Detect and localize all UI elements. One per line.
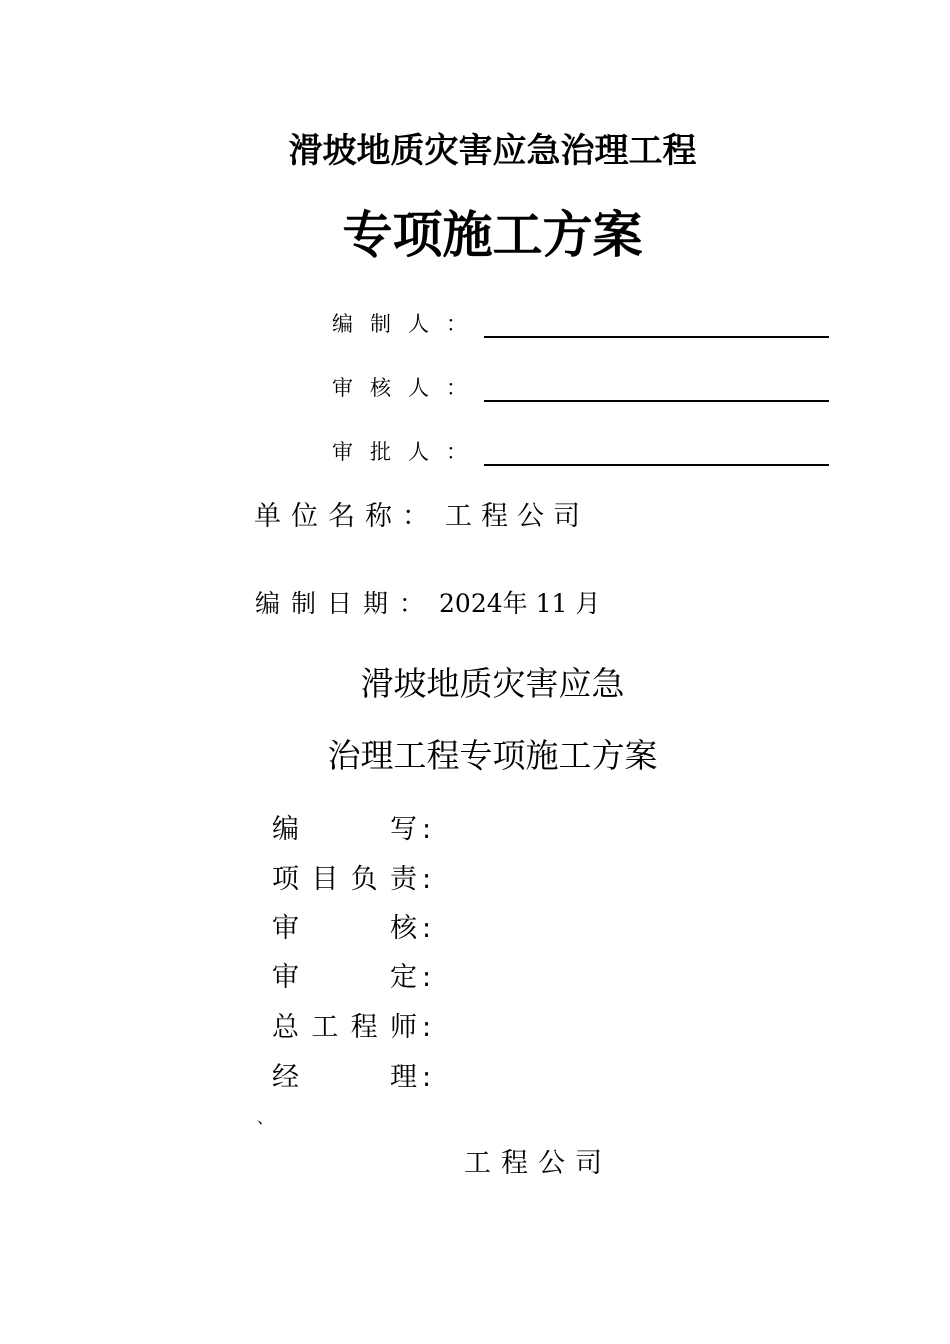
compile-date-row [255, 584, 600, 624]
staff-row [272, 1058, 442, 1098]
inner-title-line2: 治理工程专项施工方案 [327, 736, 658, 775]
signature-line [484, 400, 829, 402]
staff-row [272, 1008, 442, 1048]
staff-colon: : [422, 864, 432, 895]
cover-title-line1: 滑坡地质灾害应急治理工程 [288, 131, 697, 171]
unit-name-row [254, 495, 589, 539]
signature-label: 审批人： [332, 440, 484, 464]
staff-colon: : [422, 1062, 432, 1093]
signature-line [484, 336, 829, 338]
staff-row [272, 909, 442, 949]
staff-row [272, 860, 442, 900]
staff-colon: : [422, 814, 432, 845]
unit-name-value: 工程公司 [445, 501, 589, 532]
signature-label: 编制人： [332, 312, 484, 336]
signature-line [484, 464, 829, 466]
staff-row [272, 958, 442, 998]
staff-row [272, 810, 442, 850]
footer-company: 工程公司 [464, 1148, 612, 1179]
staff-colon: : [422, 962, 432, 993]
staff-label: 项 目 负 责 [272, 864, 417, 895]
staff-label: 审 核 [272, 913, 417, 944]
compile-date-value: 2024年 11 月 [439, 589, 601, 618]
cover-title-line2: 专项施工方案 [342, 205, 643, 264]
staff-colon: : [422, 1012, 432, 1043]
stray-mark: 、 [257, 1108, 274, 1127]
staff-label: 编 写 [272, 814, 417, 845]
staff-colon: : [422, 913, 432, 944]
inner-title-line1: 滑坡地质灾害应急 [360, 664, 625, 703]
compile-date-label: 编制日期： [255, 589, 436, 618]
staff-label: 经 理 [272, 1062, 417, 1093]
staff-label: 总 工 程 师 [272, 1012, 417, 1043]
staff-label: 审 定 [272, 962, 417, 993]
unit-name-label: 单位名称： [254, 501, 439, 532]
signature-label: 审核人： [332, 376, 484, 400]
